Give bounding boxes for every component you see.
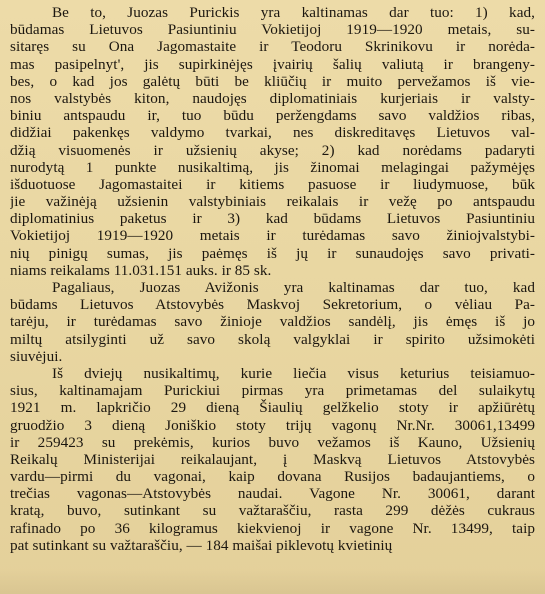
text-line: mas pasipelnyt', jis supirkinėjęs įvairių šalių valiutą ir brangeny-	[10, 55, 535, 73]
text-line: tarėju, ir turėdamas savo žinioje valdžios sandėlį, jis ėmęs iš jo	[10, 313, 535, 331]
text-line: būdams Lietuvos Atstovybės Maskvoj Sekretorium, o vėliau Pa-	[10, 296, 535, 314]
text-line: gruodžio 3 dieną Joniškio stoty trijų vagonų Nr.Nr. 30061,13499	[10, 416, 535, 434]
text-line: bes, o kad jos galėtų būti be kliūčių ir muito pervežamos iš vie-	[10, 72, 535, 90]
text-line: sitaręs su Ona Jagomastaite ir Teodoru Skrinikovu ir norėda-	[10, 38, 535, 56]
text-line: nurodytą 1 punkte nusikaltimą, jis žinomai melagingai pažymėjęs	[10, 158, 535, 176]
text-line: Be to, Juozas Purickis yra kaltinamas dar tuo: 1) kad,	[52, 4, 535, 21]
text-line: didžiai pakenkęs valdymo tvarkai, nes diskreditavęs Lietuvos val-	[10, 124, 535, 142]
text-line: nių pinigų sumas, jis paėmęs iš jų ir sunaudojęs savo privati-	[10, 244, 535, 262]
text-line: siuvėjui.	[10, 347, 63, 365]
text-line: diplomatinius paketus ir 3) kad būdams Lietuvos Pasiuntiniu	[10, 210, 535, 228]
text-line: džią visuomenės ir užsienių akyse; 2) kad norėdams padaryti	[10, 141, 535, 159]
text-line: kratą, buvo, sutinkant su važtaraščiu, rasta 299 dėžės cukraus	[10, 502, 535, 520]
text-line: niams reikalams 11.031.151 auks. ir 85 sk.	[10, 261, 272, 279]
text-line: Iš dviejų nusikaltimų, kurie liečia visus keturius teisiamuo-	[52, 364, 535, 382]
text-line: ir 259423 su prekėmis, kurios buvo vežamos iš Kauno, Užsienių	[10, 433, 535, 451]
text-line: Vokietijoj 1919—1920 metais ir turėdamas savo žiniojvalstybi-	[10, 227, 535, 245]
text-line: rafinado po 36 kilogramus kiekvienoj ir vagone Nr. 13499, taip	[10, 519, 535, 537]
text-line: nos valstybės kiton, naudojęs diplomatiniais kurjeriais ir valsty-	[10, 89, 535, 107]
text-line: miltų atsilyginti už savo skolą valgyklai ir spirito užsimokėti	[10, 330, 535, 348]
text-line: sius, kaltinamajam Purickiui pirmas yra primetamas del sulaikytų	[10, 382, 535, 400]
text-line: vardu—pirmi du vagonai, kaip dovana Rusijos badaujantiems, o	[10, 468, 535, 486]
text-line: būdamas Lietuvos Pasiuntiniu Vokietijoj 1919—1920 metais, su-	[10, 21, 535, 39]
text-line: Reikalų Ministerijai reikalaujant, į Maskvą Lietuvos Atstovybės	[10, 450, 535, 468]
scan-shadow	[0, 568, 545, 594]
text-line: biniu antspaudu ir, tuo būdu peržengdams savo valdžios ribas,	[10, 107, 535, 125]
text-line: pat sutinkant su važtaraščiu, — 184 maišai piklevotų kvietinių	[10, 536, 393, 554]
text-line: jie važinėją užsienin valstybiniais reikalais ir vežę po antspaudu	[10, 193, 535, 211]
paragraph	[10, 365, 535, 554]
paragraph	[10, 279, 535, 365]
text-line: trečias vagonas—Atstovybės naudai. Vagone Nr. 30061, darant	[10, 485, 535, 503]
text-line: išduotuose Jagomastaitei ir kitiems pasuose ir liudymuose, būk	[10, 175, 535, 193]
paragraph	[10, 4, 535, 279]
text-line: 1921 m. lapkričio 29 dieną Šiaulių gelžkelio stoty ir apžiūrėtų	[10, 399, 535, 417]
text-line: Pagaliaus, Juozas Avižonis yra kaltinamas dar tuo, kad	[52, 279, 535, 296]
article-text	[10, 4, 535, 554]
